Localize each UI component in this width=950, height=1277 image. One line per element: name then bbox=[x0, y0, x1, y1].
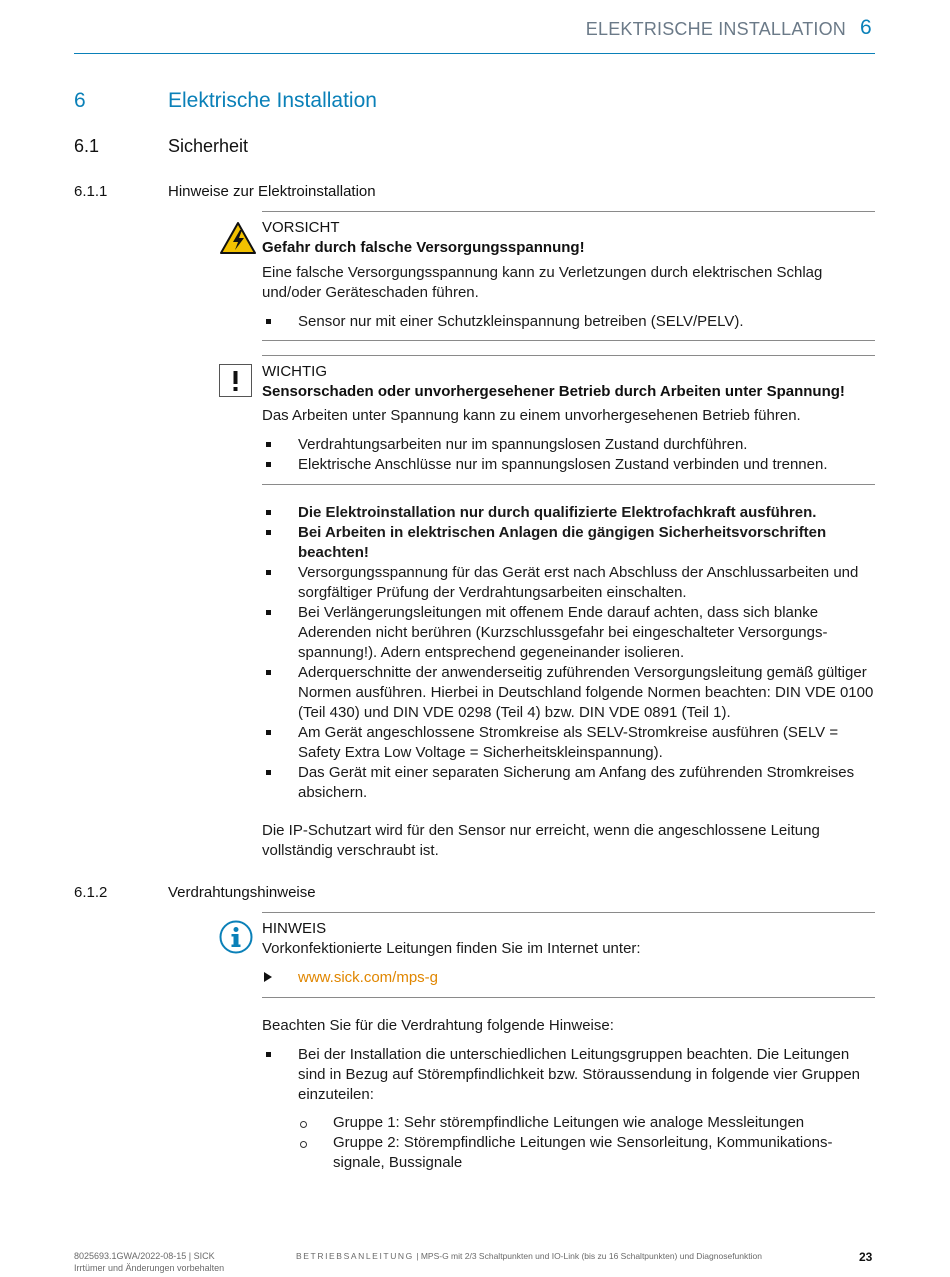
exclamation-box-icon bbox=[219, 364, 252, 402]
important-text: Das Arbeiten unter Spannung kann zu einem unvorhergesehenen Betrieb führen. bbox=[262, 407, 801, 424]
sub-bullet bbox=[300, 1121, 307, 1128]
subsection-number: 6.1.1 bbox=[74, 183, 108, 200]
ip-protection-note: Die IP-Schutzart wird für den Sensor nur erreicht, wenn die angeschlossene Leitung vollständig verschraubt ist. bbox=[262, 822, 820, 859]
bullet bbox=[266, 670, 271, 675]
subsection-title: Hinweise zur Elektroinstallation bbox=[168, 183, 376, 200]
info-circle-icon bbox=[219, 920, 253, 959]
warning-triangle-icon bbox=[219, 221, 257, 260]
caution-text: Eine falsche Versorgungsspannung kann zu Verletzungen durch elektrischen Schlag und/oder Geräteschaden führen. bbox=[262, 264, 823, 301]
bullet bbox=[266, 1052, 271, 1057]
bullet bbox=[266, 530, 271, 535]
bullet bbox=[266, 462, 271, 467]
important-label: WICHTIG bbox=[262, 363, 327, 380]
footer-disclaimer: Irrtümer und Änderungen vorbehalten bbox=[74, 1263, 225, 1273]
chapter-number: 6 bbox=[74, 89, 86, 112]
caution-label: VORSICHT bbox=[262, 219, 340, 236]
bullet bbox=[266, 319, 271, 324]
caution-title: Gefahr durch falsche Versorgungsspannung! bbox=[262, 239, 585, 256]
running-header-number: 6 bbox=[860, 16, 872, 39]
main-list-item: Am Gerät angeschlossene Stromkreise als SELV-Stromkreise ausführen (SELV = Safety Extra Low Voltage = Sicherheitskleinspannung). bbox=[298, 724, 839, 761]
important-list-item: Verdrahtungsarbeiten nur im spannungslosen Zustand durchführen. bbox=[298, 436, 748, 453]
main-list-item: Aderquerschnitte der anwenderseitig zuführenden Versorgungsleitung gemäß gültiger Normen ausführen. Hierbei in Deutschland folgende Normen beachten: DIN VDE 0100 (Teil 430) und DIN VDE 0298 (Teil 4) bzw. DIN VDE 0891 (Teil 1). bbox=[298, 664, 874, 721]
mps-g-link[interactable]: www.sick.com/mps-g bbox=[298, 969, 439, 986]
triangle-right-icon bbox=[264, 972, 272, 982]
notice-text: Vorkonfektionierte Leitungen finden Sie im Internet unter: bbox=[262, 940, 641, 957]
main-list-item: Versorgungsspannung für das Gerät erst nach Abschluss der Anschlussarbeiten und sorgfältiger Prüfung der Verdrahtungsarbeiten einschalten. bbox=[298, 564, 859, 601]
important-bottom-rule bbox=[262, 484, 875, 485]
chapter-title: Elektrische Installation bbox=[168, 89, 377, 112]
bullet bbox=[266, 730, 271, 735]
group-list-item: Gruppe 1: Sehr störempfindliche Leitungen wie analoge Messleitungen bbox=[333, 1114, 805, 1131]
main-list-item: Bei Arbeiten in elektrischen Anlagen die gängigen Sicherheitsvorschriften beachten! bbox=[298, 524, 827, 561]
bullet bbox=[266, 510, 271, 515]
footer-middle bbox=[296, 1251, 762, 1261]
bullet bbox=[266, 770, 271, 775]
important-list-item: Elektrische Anschlüsse nur im spannungslosen Zustand verbinden und trennen. bbox=[298, 456, 828, 473]
caution-list-item: Sensor nur mit einer Schutzkleinspannung betreiben (SELV/PELV). bbox=[298, 313, 744, 330]
section-number: 6.1 bbox=[74, 136, 100, 156]
notice-top-rule bbox=[262, 912, 875, 913]
wiring-list-item: Bei der Installation die unterschiedlichen Leitungsgruppen beachten. Die Leitungen sind in Bezug auf Störempfindlichkeit bzw. Störaussendung in folgende vier Gruppen einzuteilen: bbox=[298, 1046, 861, 1103]
subsection-title: Verdrahtungshinweise bbox=[168, 884, 316, 901]
footer-doc-type: BETRIEBSANLEITUNG bbox=[296, 1251, 414, 1261]
footer-product: | MPS-G mit 2/3 Schaltpunkten und IO-Link (bis zu 16 Schaltpunkten) und Diagnosefunktion bbox=[416, 1251, 762, 1261]
main-list-item: Das Gerät mit einer separaten Sicherung am Anfang des zuführenden Stromkreises absichern. bbox=[298, 764, 855, 801]
caution-bottom-rule bbox=[262, 340, 875, 341]
notice-label: HINWEIS bbox=[262, 920, 327, 937]
sub-bullet bbox=[300, 1141, 307, 1148]
notice-bottom-rule bbox=[262, 997, 875, 998]
caution-top-rule bbox=[262, 211, 875, 212]
section-title: Sicherheit bbox=[168, 136, 249, 156]
group-list-item: Gruppe 2: Störempfindliche Leitungen wie Sensorleitung, Kommunikationssignale, Bussignale bbox=[333, 1134, 833, 1171]
main-list-item: Die Elektroinstallation nur durch qualifizierte Elektrofachkraft ausführen. bbox=[298, 504, 817, 521]
main-list-item: Bei Verlängerungsleitungen mit offenem Ende darauf achten, dass sich blanke Aderenden nicht berühren (Kurzschlussgefahr bei eingeschalteter Versorgungsspannung!). Adern entsprechend gegeneinander isolieren. bbox=[298, 604, 828, 661]
footer-left bbox=[74, 1250, 224, 1274]
running-header-title: ELEKTRISCHE INSTALLATION bbox=[585, 19, 846, 39]
bullet bbox=[266, 610, 271, 615]
important-title: Sensorschaden oder unvorhergesehener Betrieb durch Arbeiten unter Spannung! bbox=[262, 383, 845, 400]
important-top-rule bbox=[262, 355, 875, 356]
bullet bbox=[266, 442, 271, 447]
footer-doc-id: 8025693.1GWA/2022-08-15 | SICK bbox=[74, 1251, 215, 1261]
bullet bbox=[266, 570, 271, 575]
header-divider bbox=[74, 53, 875, 54]
page-number: 23 bbox=[859, 1250, 873, 1264]
subsection-number: 6.1.2 bbox=[74, 884, 108, 901]
wiring-intro: Beachten Sie für die Verdrahtung folgende Hinweise: bbox=[262, 1017, 614, 1034]
